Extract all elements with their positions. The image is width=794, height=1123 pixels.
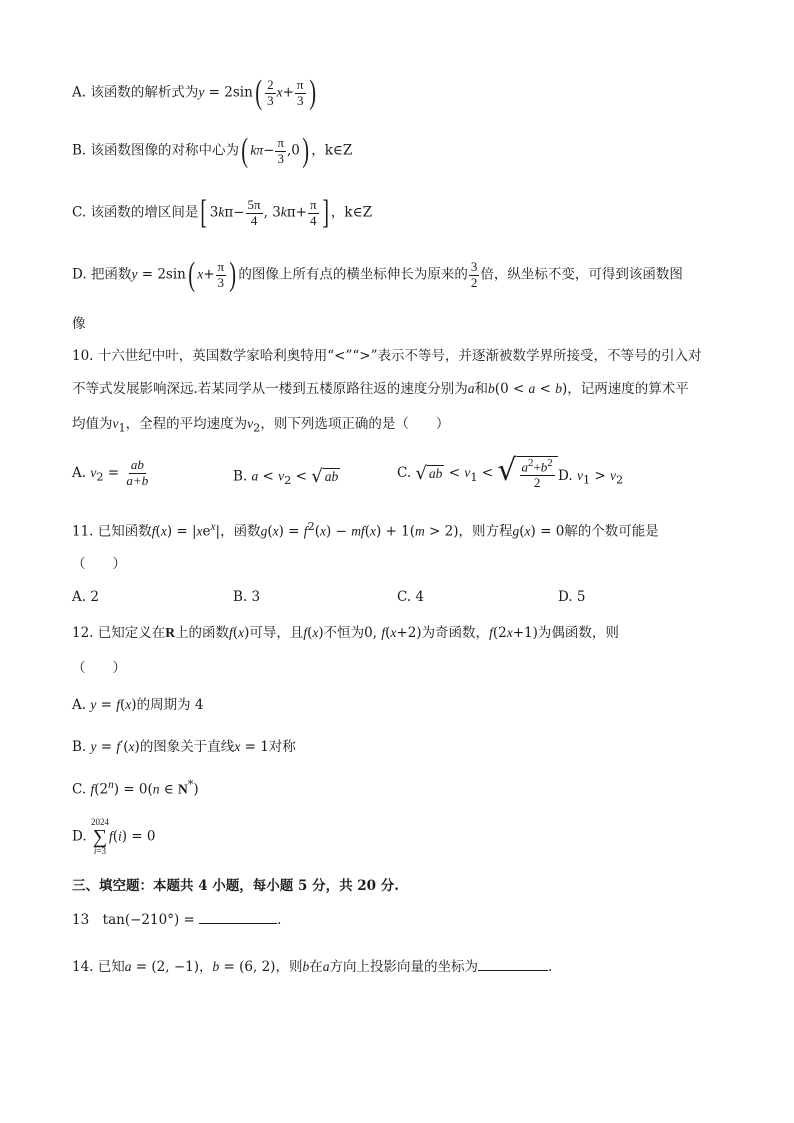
option-label: C. xyxy=(72,204,87,221)
option-label: B. xyxy=(72,739,87,755)
q11-text: 解的个数可能是 xyxy=(564,523,659,540)
q10-text: 和 xyxy=(474,381,489,397)
q11-text: ，函数 xyxy=(220,523,261,540)
q14: 14. 已知a = (2, −1)，b = (6, 2)，则b在a方向上投影向量的坐标为 . xyxy=(72,959,553,975)
q10-text: 不等式发展影响深远.若某同学从一楼到五楼原路往返的速度分别为 xyxy=(72,381,468,397)
q12-paren: （ ） xyxy=(72,660,126,676)
q14-text: ，则 xyxy=(275,959,303,975)
q12-text: 12. 已知定义在 xyxy=(72,625,166,641)
q12-option-c: C. $f(2^n) = 0(n$ ∈ N*) xyxy=(72,778,199,798)
option-label: D. xyxy=(558,468,573,484)
q10-text: ，则下列选项正确的是（ ） xyxy=(260,416,450,432)
option-label: D. xyxy=(72,828,87,845)
option-text: 倍，纵坐标不变，可得到该函数图 xyxy=(480,266,683,283)
option-text: 把函数 xyxy=(90,266,132,283)
option-label: B. xyxy=(233,468,248,485)
q12-option-d: D. 2024 ∑ i=3 f(i) = 0 xyxy=(72,817,156,856)
q11-option-c: C. 4 xyxy=(397,589,425,605)
q11-option-d: D. 5 xyxy=(558,589,586,605)
option-label: C. xyxy=(72,781,87,798)
q9-option-c: C. 该函数的增区间是[ 3kπ− $\frac{5\pi}{4}$ , 3kπ+ $\frac{\pi}{4}$ ] ，k∈Z xyxy=(72,194,372,231)
option-tail: ，k∈Z xyxy=(311,142,353,159)
q11-option-a: A. 2 xyxy=(72,589,99,605)
option-text: 该函数图像的对称中心为 xyxy=(90,142,240,159)
q9-option-d-cont: 像 xyxy=(72,316,86,332)
q9-option-a: A. 该函数的解析式为y = 2sin( $\frac{2}{3}$ x+ $\frac{\pi}{3}$ ) xyxy=(72,74,316,111)
q14-text: 方向上投影向量的坐标为 xyxy=(329,959,478,975)
option-label: D. xyxy=(72,266,87,283)
option-tail: 的周期为 4 xyxy=(136,697,204,713)
q11-paren: （ ） xyxy=(72,556,126,572)
q11-text: ，则方程 xyxy=(458,523,513,540)
q12-option-b: B. y = f′(x)的图象关于直线x = 1对称 xyxy=(72,739,296,755)
q12-option-a: A. y = f(x)的周期为 4 xyxy=(72,697,204,713)
section-heading: 三、填空题：本题共 4 小题，每小题 5 分，共 20 分. xyxy=(72,878,399,894)
q11-option-b: B. 3 xyxy=(233,589,261,605)
q13: 13 tan(−210°) = . xyxy=(72,912,282,928)
q14-text: 14. 已知 xyxy=(72,959,125,975)
q14-text: 在 xyxy=(309,959,323,975)
q9-option-b: B. 该函数图像的对称中心为( kπ− $\frac{\pi}{3}$ ,0) ，k∈Z xyxy=(72,132,353,169)
q12-text: 不恒为 xyxy=(323,625,365,641)
answer-blank[interactable] xyxy=(478,970,548,971)
q10-line-2: 不等式发展影响深远.若某同学从一楼到五楼原路往返的速度分别为a和b(0 < a < b)，记两速度的算术平 xyxy=(72,381,689,397)
option-label: A. xyxy=(72,464,87,481)
q12-line-1: 12. 已知定义在R上的函数f(x)可导，且f(x)不恒为0, f(x+2)为奇函数，f(2x+1)为偶函数，则 xyxy=(72,625,619,641)
q10-option-c: C. √ ab < $v_1$ < √ $\frac{a^2+b^2}{2}$ xyxy=(397,456,558,491)
q10-line-3: 均值为$v_1$，全程的平均速度为$v_2$，则下列选项正确的是（ ） xyxy=(72,416,450,435)
answer-blank[interactable] xyxy=(199,923,277,924)
q10-text: ，全程的平均速度为 xyxy=(125,416,248,432)
option-label: C. xyxy=(397,465,412,482)
option-tail: 对称 xyxy=(268,739,296,755)
q10-option-b: B. $a < v_2$ < √ ab xyxy=(233,466,339,488)
option-label: A. xyxy=(72,84,87,101)
q10-line-1: 10. 十六世纪中叶，英国数学家哈利奥特用“<”“>”表示不等号，并逐渐被数学界所接受，不等号的引入对 xyxy=(72,348,702,364)
q10-text: 均值为 xyxy=(72,416,113,432)
q9-option-d: D. 把函数y = 2sin( x+ $\frac{\pi}{3}$ ) 的图像上所有点的横坐标伸长为原来的 $\frac{3}{2}$ 倍，纵坐标不变，可得到该函数图 xyxy=(72,256,683,293)
q12-text: 为偶函数，则 xyxy=(537,625,619,641)
q10-option-d: D. $v_1 > v_2$ xyxy=(558,468,624,487)
q10-text: ，记两速度的算术平 xyxy=(567,381,689,397)
q11-text: 11. 已知函数 xyxy=(72,523,152,540)
q12-text: 可导，且 xyxy=(249,625,304,641)
option-label: A. xyxy=(72,697,87,713)
option-tail: 的图象关于直线 xyxy=(139,739,235,755)
option-tail: ，k∈Z xyxy=(330,204,372,221)
q11-line-1: 11. 已知函数$f(x) = |xe^x|$，函数$g(x) = f^2(x) - mf(x) + 1(m > 2)$，则方程g(x) = 0解的个数可能是 xyxy=(72,520,659,540)
option-text: 该函数的增区间是 xyxy=(90,204,199,221)
q12-text: 为奇函数， xyxy=(421,625,490,641)
q12-text: 上的函数 xyxy=(175,625,230,641)
option-text: 的图像上所有点的横坐标伸长为原来的 xyxy=(238,266,468,283)
q10-option-a: A. $v_2$ = $\frac{ab}{a+b}$ xyxy=(72,457,149,488)
option-label: B. xyxy=(72,142,87,159)
question-number: 13 xyxy=(72,912,90,928)
option-text: 该函数的解析式为 xyxy=(90,84,199,101)
